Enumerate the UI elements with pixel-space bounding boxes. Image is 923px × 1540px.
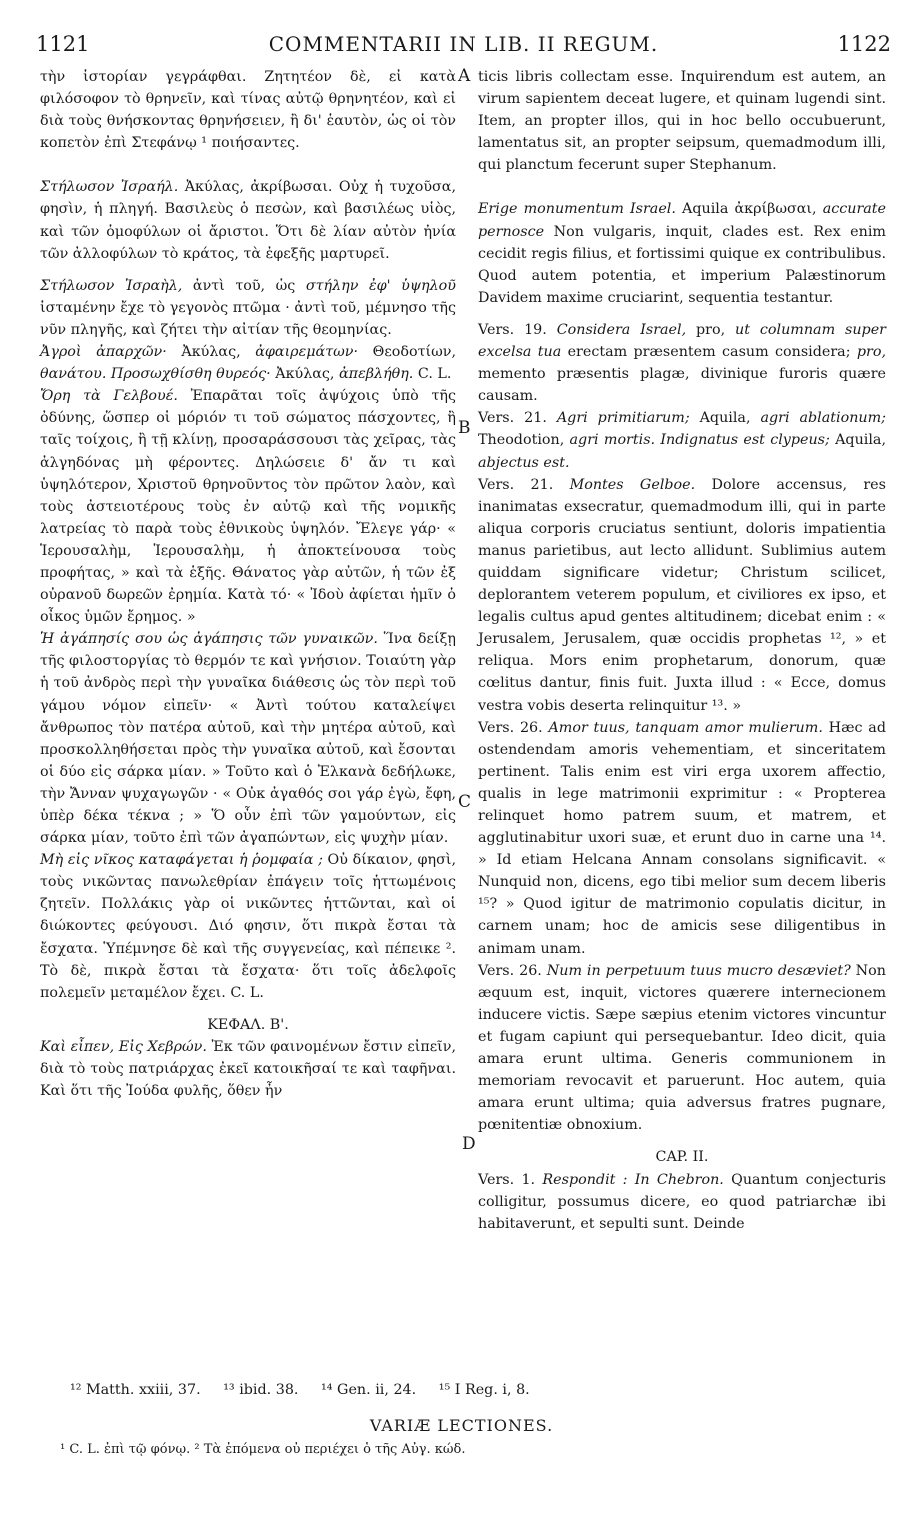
latin-paragraph: Erige monumentum Israel. Aquila ἀκρίβωσαι, accurate pernosce Non vulgaris, inquit, clades est. Rex enim cecidit regis filius, et fortissimi quique ex contribulibus. Quod autem potentia, et imperium Palæstinorum Davidem maxime cruciarint, sequentia testantur. xyxy=(478,201,887,306)
section-marker: B xyxy=(458,418,471,438)
greek-paragraph: Ἀγροὶ ἀπαρχῶν· Ἀκύλας, ἀφαιρεμάτων· Θεοδοτίων, θανάτου. Προσωχθίσθη θυρεός· Ἀκύλας, ἀπεβλήθη. C. L. xyxy=(40,344,456,383)
latin-column xyxy=(478,66,886,1235)
section-marker: D xyxy=(462,1134,476,1154)
latin-paragraph: Vers. 19. Considera Israel, pro, ut columnam super excelsa tua erectam præsentem casum considera; pro, memento præsentis plagæ, divinique furoris quære causam. xyxy=(478,321,886,405)
greek-paragraph: Στήλωσον Ἰσραήλ. Ἀκύλας, ἀκρίβωσαι. Οὐχ ἡ τυχοῦσα, φησὶν, ἡ πληγή. Βασιλεὺς ὁ πεσὼν, καὶ βασιλέως υἱὸς, καὶ τῶν ὁμοφύλων οἱ ἄριστοι. Ὅτι δὲ λίαν αὐτὸν ἠνία τῶν ἀλλοφύλων τὸ κράτος, τὰ ἐφεξῆς μαρτυρεῖ. xyxy=(40,179,456,262)
section-marker: A xyxy=(458,66,471,86)
running-title: COMMENTARII IN LIB. II REGUM. xyxy=(268,32,659,56)
variae-lectiones-title: VARIÆ LECTIONES. xyxy=(369,1416,554,1435)
greek-paragraph: Ἡ ἀγάπησίς σου ὡς ἀγάπησις τῶν γυναικῶν. Ἵνα δείξῃ τῆς φιλοστοργίας τὸ θερμόν τε καὶ γνήσιον. Τοιαύτη γὰρ ἡ τοῦ ἀνδρὸς περὶ τὴν γυναῖκα διάθεσις ὡς τὸν περὶ τοῦ γάμου νόμον εἰπεῖν· « Ἀντὶ τούτου καταλείψει ἄνθρωπος τὸν πατέρα αὐτοῦ, καὶ τὴν μητέρα αὐτοῦ, καὶ προσκολληθήσεται πρὸς τὴν γυναῖκα αὐτοῦ, καὶ ἔσονται οἱ δύο εἰς σάρκα μίαν. » Τοῦτο καὶ ὁ Ἐλκανὰ δεδήλωκε, τὴν Ἄνναν ψυχαγωγῶν · « Οὐκ ἀγαθός σοι γάρ ἐγὼ, ἔφη, ὑπὲρ δέκα τέκνα ; » Ὅ οὖν ἐπὶ τῶν γαμούντων, εἰς σάρκα μίαν, τοῦτο ἐπὶ τῶν ἀγαπώντων, εἰς ψυχὴν μίαν. xyxy=(40,631,456,847)
section-marker: C xyxy=(458,792,472,812)
greek-paragraph: Στήλωσον Ἰσραὴλ, ἀντὶ τοῦ, ὡς στήλην ἐφ' ὑψηλοῦ ἱσταμένην ἔχε τὸ γεγονὸς πτῶμα · ἀντὶ τοῦ, μέμνησο τῆς νῦν πληγῆς, καὶ ζήτει τὴν αἰτίαν τῆς θεομηνίας. xyxy=(40,277,456,338)
footnotes xyxy=(40,1382,883,1398)
greek-paragraph: Καὶ εἶπεν, Εἰς Χεβρών. Ἐκ τῶν φαινομένων ἔστιν εἰπεῖν, διὰ τὸ τοὺς πατριάρχας ἐκεῖ κατοικῆσαί τε καὶ ταφῆναι. Καὶ ὅτι τῆς Ἰούδα φυλῆς, ὅθεν ἦν xyxy=(40,1038,457,1100)
latin-paragraph: Vers. 26. Amor tuus, tanquam amor mulierum. Hæc ad ostendendam amoris vehementiam, et sinceritatem pertinent. Talis enim est viri erga uxorem affectio, qualis in lege matrimonii exprimitur : « Propterea relinquet homo patrem suum, et matrem, et agglutinabitur uxori suæ, et erunt duo in carne una ¹⁴. » Id etiam Helcana Annam consolans significavit. « Nunquid non, dicens, ego tibi melior sum decem liberis ¹⁵? » Quod igitur de matrimonio copulatis dicitur, in carnem unam; hoc de amicis sese diligentibus in animam unam. xyxy=(478,719,886,957)
greek-column xyxy=(40,66,456,1102)
chapter-heading-latin: CAP. II. xyxy=(655,1149,709,1166)
greek-paragraph: τὴν ἱστορίαν γεγράφθαι. Ζητητέον δὲ, εἰ κατὰ φιλόσοφον τὸ θρηνεῖν, καὶ τίνας αὐτῷ θρηνητέον, καὶ εἰ διὰ τοὺς θνήσκοντας θρηνήσειεν, ἢ δι' ἑαυτὸν, ὡς οἱ τὸν κοπετὸν ἐπὶ Στεφάνῳ ¹ ποιήσαντες. xyxy=(40,69,456,152)
latin-paragraph: Vers. 1. Respondit : In Chebron. Quantum conjecturis colligitur, possumus dicere, eo quod patriarchæ ibi habitaverunt, et sepulti sunt. Deinde xyxy=(478,1171,886,1232)
latin-paragraph: Vers. 21. Agri primitiarum; Aquila, agri ablationum; Theodotion, agri mortis. Indignatus est clypeus; Aquila, abjectus est. xyxy=(478,410,886,471)
footnote: ¹⁴ Gen. ii, 24. xyxy=(321,1382,417,1398)
page-number-right: 1122 xyxy=(837,32,891,56)
running-header xyxy=(36,32,891,60)
footnote: ¹⁵ I Reg. i, 8. xyxy=(438,1382,530,1398)
chapter-heading-greek: ΚΕΦΑΛ. Β'. xyxy=(207,1016,289,1033)
footnote: ¹³ ibid. 38. xyxy=(223,1382,299,1398)
footnote: ¹² Matth. xxiii, 37. xyxy=(70,1382,201,1398)
page-number-left: 1121 xyxy=(36,32,90,56)
variae-lectiones-text: ¹ C. L. ἐπὶ τῷ φόνῳ. ² Τὰ ἑπόμενα οὐ περιέχει ὁ τῆς Αὐγ. κώδ. xyxy=(60,1442,466,1457)
latin-paragraph: ticis libris collectam esse. Inquirendum est autem, an virum sapientem deceat lugere, et quinam lugendi sint. Item, an propter illos, qui in hoc bello occubuerunt, lamentatus sit, an propter seipsum, quemadmodum illi, qui planctum fecerunt super Stephanum. xyxy=(478,69,886,174)
latin-paragraph: Vers. 21. Montes Gelboe. Dolore accensus, res inanimatas exsecratur, quemadmodum illi, qui in parte aliqua corporis cruciatus sentiunt, doloris impatientia manus parietibus, aut lecto allidunt. Sublimius autem quiddam significare videtur; Christum scilicet, deplorantem veterem populum, et civiliores ex ipso, et legalis cultus apud gentes altitudinem; dicebat enim : « Jerusalem, Jerusalem, quæ occidis prophetas ¹², » et reliqua. Mors enim prophetarum, donorum, quæ cœlitus dantur, finis fuit. Juxta illud : « Ecce, domus vestra vobis deserta relinquitur ¹³. » xyxy=(478,476,886,714)
greek-paragraph: Μὴ εἰς νῖκος καταφάγεται ἡ ῥομφαία ; Οὐ δίκαιον, φησὶ, τοὺς νικῶντας πανωλεθρίαν ἐπάγειν τοῖς ἡττωμένοις ζητεῖν. Πολλάκις γὰρ οἱ νικῶντες ἡττῶνται, καὶ οἱ διώκοντες φεύγουσι. Διό φησιν, ὅτι πικρὰ ἔσται τὰ ἔσχατα. Ὑπέμνησε δὲ καὶ τῆς συγγενείας, καὶ πέπεικε ². Τὸ δὲ, πικρὰ ἔσται τὰ ἔσχατα· ὅτι τοῖς ἀδελφοῖς πολεμεῖν μεταμέλον ἔχει. C. L. xyxy=(40,852,456,1001)
latin-paragraph: Vers. 26. Num in perpetuum tuus mucro desæviet? Non æquum est, inquit, victores quærere internecionem inducere victis. Sæpe sæpius etenim victores vincuntur et fugam capiunt qui persequebantur. Ideo dicit, quia amara erunt ultima. Generis communionem in memoriam revocavit et paruerunt. Hoc autem, quia amara erunt ultima; quia adversus fratres pugnare, pœnitentiæ obnoxium. xyxy=(478,962,886,1134)
greek-paragraph: Ὄρη τὰ Γελβουέ. Ἐπαρᾶται τοῖς ἀψύχοις ὑπὸ τῆς ὀδύνης, ὥσπερ οἱ μόριόν τι τοῦ σώματος πάσχοντες, ἢ ταῖς τοίχοις, ἢ τῇ κλίνῃ, προσαράσσουσι τὰς χεῖρας, τὰς ἀλγηδόνας μὴ φέροντες. Δηλώσειε δ' ἄν τι καὶ ὑψηλότερον, Χριστοῦ θρηνοῦντος τὸν πρῶτον λαὸν, καὶ τοὺς ἀστειοτέρους τοὺς ἐν αὐτῷ καὶ τῆς νομικῆς λατρείας τὸ παρὰ τοὺς ἐθνικοὺς ὑψηλόν. Ἔλεγε γάρ· « Ἱερουσαλὴμ, Ἱερουσαλὴμ, ἡ ἀποκτείνουσα τοὺς προφήτας, » καὶ τὰ ἑξῆς. Θάνατος γὰρ αὐτῶν, ἡ τῶν ἐξ οὐρανοῦ δωρεῶν ἐρημία. Κατὰ τό· « Ἰδοὺ ἀφίεται ἡμῖν ὁ οἶκος ὑμῶν ἔρημος. » xyxy=(40,388,456,626)
